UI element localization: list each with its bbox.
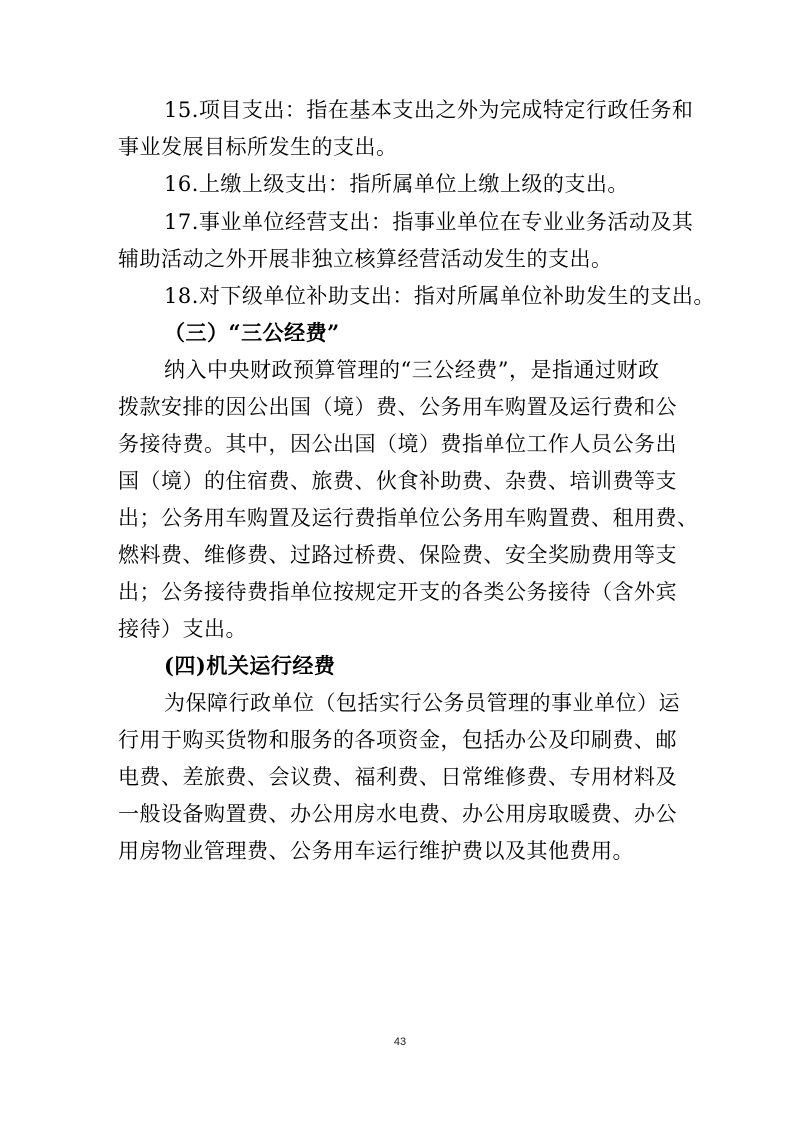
text-line: 一般设备购置费、办公用房水电费、办公用房取暖费、办公 bbox=[118, 802, 677, 826]
text-line: 18.对下级单位补助支出：指对所属单位补助发生的支出。 bbox=[164, 284, 715, 308]
text-line: 15.项目支出：指在基本支出之外为完成特定行政任务和 bbox=[164, 98, 694, 122]
text-line: 纳入中央财政预算管理的“三公经费”，是指通过财政 bbox=[164, 358, 660, 382]
text-line: 辅助活动之外开展非独立核算经营活动发生的支出。 bbox=[118, 247, 613, 271]
section-heading: （三）“三公经费” bbox=[164, 320, 340, 345]
text-line: 接待）支出。 bbox=[118, 617, 247, 641]
text-line: 出；公务用车购置及运行费指单位公务用车购置费、租用费、 bbox=[118, 506, 699, 530]
text-line: 16.上缴上级支出：指所属单位上缴上级的支出。 bbox=[164, 172, 629, 196]
text-line: 务接待费。其中，因公出国（境）费指单位工作人员公务出 bbox=[118, 432, 677, 456]
text-line: 17.事业单位经营支出：指事业单位在专业业务活动及其 bbox=[164, 210, 694, 234]
text-line: 燃料费、维修费、过路过桥费、保险费、安全奖励费用等支 bbox=[118, 543, 677, 567]
text-line: 拨款安排的因公出国（境）费、公务用车购置及运行费和公 bbox=[118, 395, 677, 419]
section-heading: (四)机关运行经费 bbox=[164, 653, 336, 678]
text-line: 为保障行政单位（包括实行公务员管理的事业单位）运 bbox=[164, 691, 680, 715]
page-number: 43 bbox=[393, 1036, 407, 1048]
text-line: 出；公务接待费指单位按规定开支的各类公务接待（含外宾 bbox=[118, 580, 677, 604]
text-line: 用房物业管理费、公务用车运行维护费以及其他费用。 bbox=[118, 839, 634, 863]
text-line: 电费、差旅费、会议费、福利费、日常维修费、专用材料及 bbox=[118, 765, 677, 789]
text-line: 事业发展目标所发生的支出。 bbox=[118, 135, 398, 159]
text-line: 行用于购买货物和服务的各项资金，包括办公及印刷费、邮 bbox=[118, 728, 677, 752]
text-line: 国（境）的住宿费、旅费、伙食补助费、杂费、培训费等支 bbox=[118, 469, 677, 493]
